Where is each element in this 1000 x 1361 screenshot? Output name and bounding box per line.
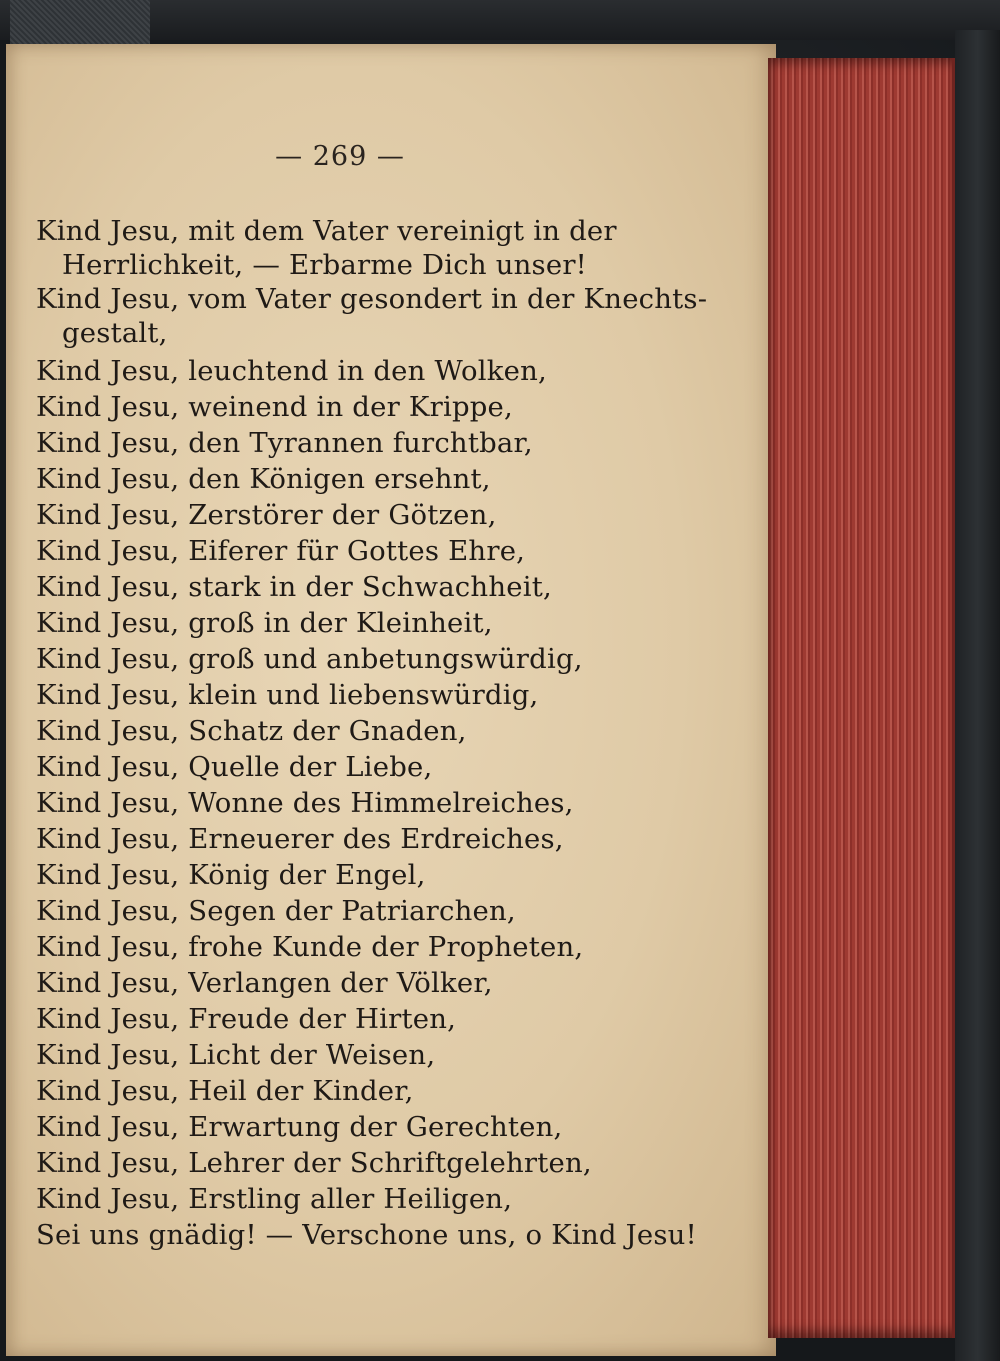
text-line: Kind Jesu, Freude der Hirten, bbox=[36, 1003, 457, 1035]
text-line: Kind Jesu, Verlangen der Völker, bbox=[36, 967, 493, 999]
text-line: Herrlichkeit, — Erbarme Dich unser! bbox=[62, 249, 587, 281]
text-line: Kind Jesu, Licht der Weisen, bbox=[36, 1039, 436, 1071]
text-line: Kind Jesu, stark in der Schwachheit, bbox=[36, 571, 552, 603]
text-line: Kind Jesu, Eiferer für Gottes Ehre, bbox=[36, 535, 526, 567]
text-line: Kind Jesu, Erwartung der Gerechten, bbox=[36, 1111, 563, 1143]
text-line: Kind Jesu, Segen der Patriarchen, bbox=[36, 895, 516, 927]
page-number: — 269 — bbox=[275, 141, 405, 172]
text-line: Kind Jesu, vom Vater gesondert in der Knechts- bbox=[36, 283, 708, 315]
cloth-bookmark bbox=[10, 0, 150, 48]
text-line: Kind Jesu, Schatz der Gnaden, bbox=[36, 715, 467, 747]
text-line: Kind Jesu, König der Engel, bbox=[36, 859, 426, 891]
text-line: Kind Jesu, groß in der Kleinheit, bbox=[36, 607, 493, 639]
text-line: Sei uns gnädig! — Verschone uns, o Kind Jesu! bbox=[36, 1219, 697, 1251]
red-page-edges bbox=[768, 58, 958, 1338]
text-line: Kind Jesu, Heil der Kinder, bbox=[36, 1075, 414, 1107]
text-line: Kind Jesu, Quelle der Liebe, bbox=[36, 751, 433, 783]
text-line: Kind Jesu, mit dem Vater vereinigt in der bbox=[36, 215, 617, 247]
text-line: Kind Jesu, Lehrer der Schriftgelehrten, bbox=[36, 1147, 592, 1179]
text-line: gestalt, bbox=[62, 317, 168, 349]
book-cover-top bbox=[0, 0, 1000, 40]
text-line: Kind Jesu, Erstling aller Heiligen, bbox=[36, 1183, 513, 1215]
book-cover-right bbox=[955, 30, 1000, 1361]
text-line: Kind Jesu, den Königen ersehnt, bbox=[36, 463, 491, 495]
text-line: Kind Jesu, den Tyrannen furchtbar, bbox=[36, 427, 533, 459]
text-line: Kind Jesu, Zerstörer der Götzen, bbox=[36, 499, 497, 531]
text-line: Kind Jesu, frohe Kunde der Propheten, bbox=[36, 931, 584, 963]
text-line: Kind Jesu, Erneuerer des Erdreiches, bbox=[36, 823, 564, 855]
text-line: Kind Jesu, Wonne des Himmelreiches, bbox=[36, 787, 574, 819]
text-line: Kind Jesu, klein und liebenswürdig, bbox=[36, 679, 539, 711]
text-line: Kind Jesu, groß und anbetungswürdig, bbox=[36, 643, 583, 675]
text-line: Kind Jesu, leuchtend in den Wolken, bbox=[36, 355, 547, 387]
text-line: Kind Jesu, weinend in der Krippe, bbox=[36, 391, 513, 423]
